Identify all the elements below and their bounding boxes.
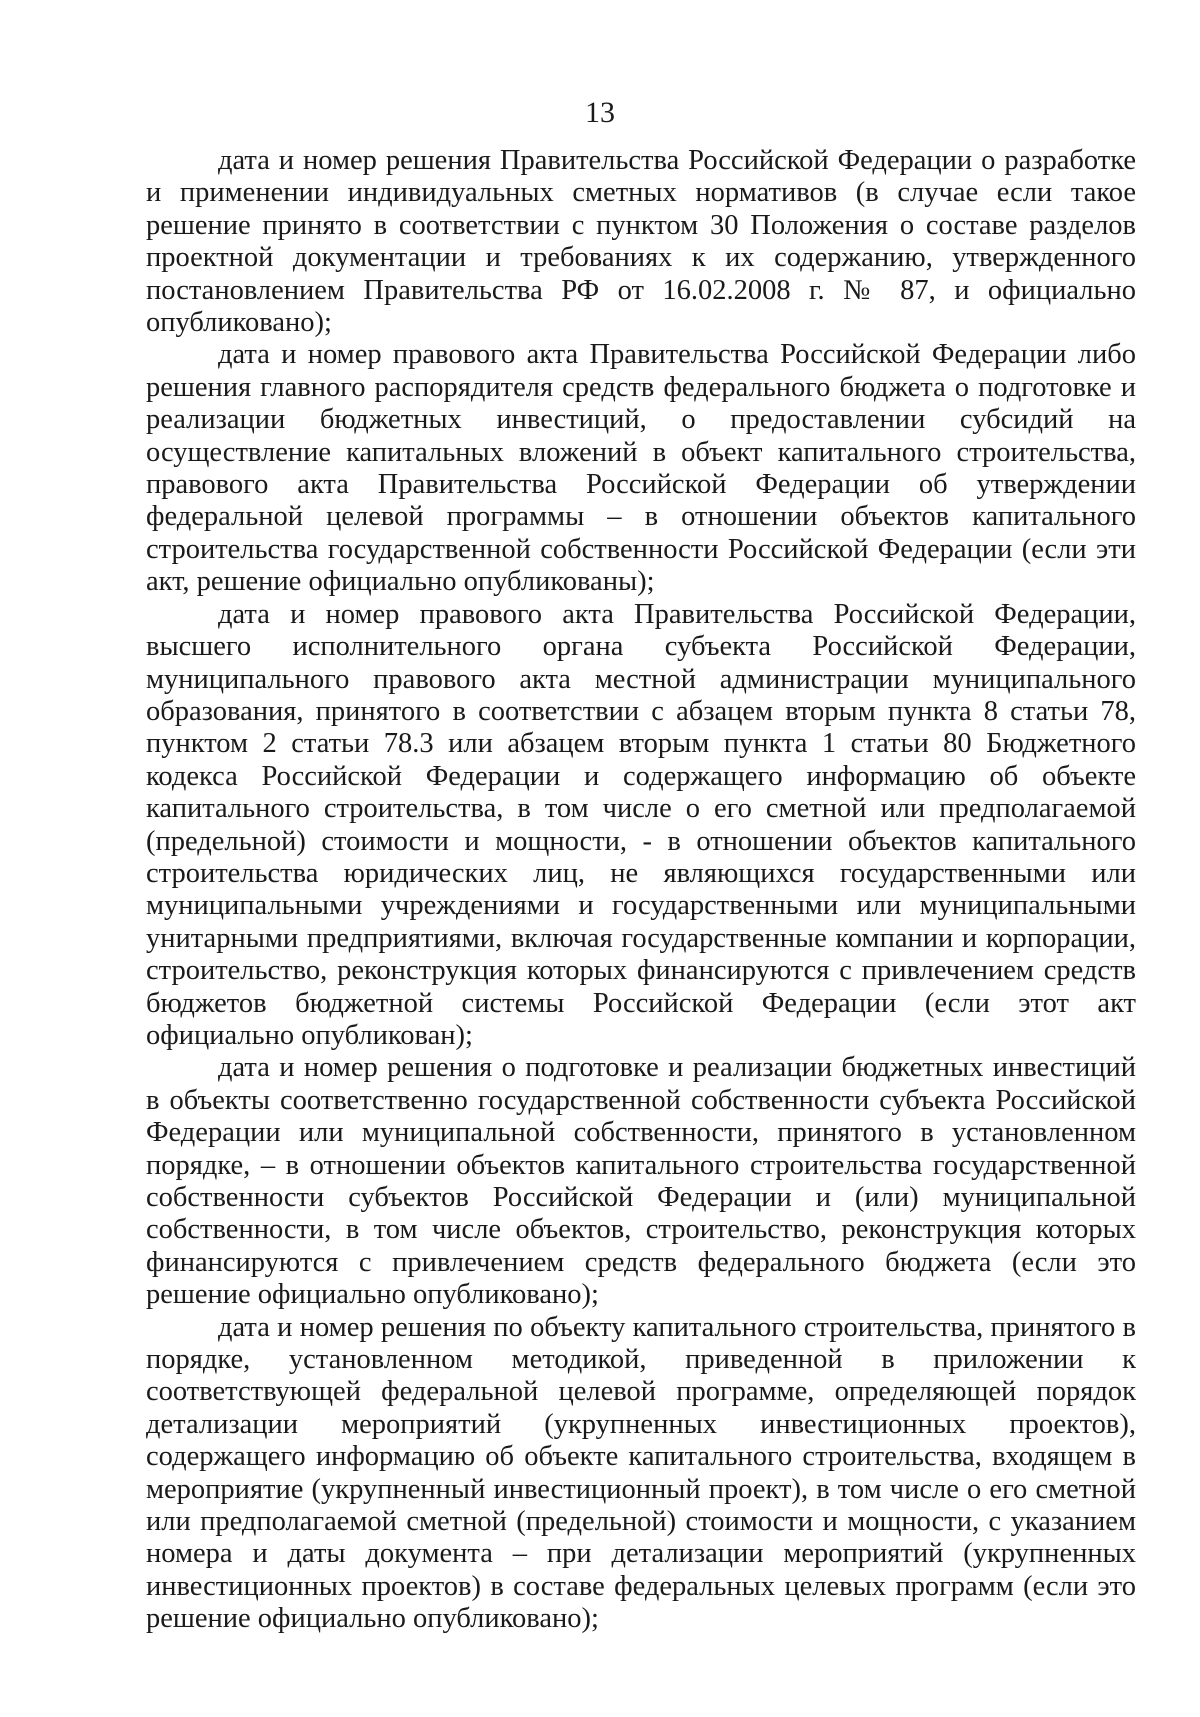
paragraph-regional-municipal-decision: дата и номер решения о подготовке и реализации бюджетных инвестиций в объекты соответственно государственной собственности субъекта Российской Федерации или муниципальной собственности, принятого в установленном порядке, – в отношении объектов капитального строительства государственной собственности субъектов Российской Федерации и (или) муниципальной собственности, в том числе объектов, строительство, реконструкция которых финансируются с привлечением средств федерального бюджета (если это решение официально опубликовано); (146, 1052, 1136, 1311)
paragraph-legal-entities-act: дата и номер правового акта Правительства Российской Федерации, высшего исполнительного органа субъекта Российской Федерации, муниципального правового акта местной администрации муниципального образования, принятого в соответствии с абзацем вторым пункта 8 статьи 78, пунктом 2 статьи 78.3 или абзацем вторым пункта 1 статьи 80 Бюджетного кодекса Российской Федерации и содержащего информацию об объекте капитального строительства, в том числе о его сметной или предполагаемой (предельной) стоимости и мощности, - в отношении объектов капитального строительства юридических лиц, не являющихся государственными или муниципальными учреждениями и государственными или муниципальными унитарными предприятиями, включая государственные компании и корпорации, строительство, реконструкция которых финансируются с привлечением средств бюджетов бюджетной системы Российской Федерации (если этот акт официально опубликован); (146, 598, 1136, 1051)
paragraph-individual-estimate-norms-decision: дата и номер решения Правительства Российской Федерации о разработке и применении индивидуальных сметных нормативов (в случае если такое решение принято в соответствии с пунктом 30 Положения о составе разделов проектной документации и требованиях к их содержанию, утвержденного постановлением Правительства РФ от 16.02.2008 г. № 87, и официально опубликовано); (146, 145, 1136, 339)
document-body (146, 145, 1136, 1636)
paragraph-detailing-decision: дата и номер решения по объекту капитального строительства, принятого в порядке, установленном методикой, приведенной в приложении к соответствующей федеральной целевой программе, определяющей порядок детализации мероприятий (укрупненных инвестиционных проектов), содержащего информацию об объекте капитального строительства, входящем в мероприятие (укрупненный инвестиционный проект), в том числе о его сметной или предполагаемой сметной (предельной) стоимости и мощности, с указанием номера и даты документа – при детализации мероприятий (укрупненных инвестиционных проектов) в составе федеральных целевых программ (если это решение официально опубликовано); (146, 1311, 1136, 1635)
page-number: 13 (585, 96, 615, 129)
paragraph-federal-legal-act: дата и номер правового акта Правительства Российской Федерации либо решения главного распорядителя средств федерального бюджета о подготовке и реализации бюджетных инвестиций, о предоставлении субсидий на осуществление капитальных вложений в объект капитального строительства, правового акта Правительства Российской Федерации об утверждении федеральной целевой программы – в отношении объектов капитального строительства государственной собственности Российской Федерации (если эти акт, решение официально опубликованы); (146, 339, 1136, 598)
